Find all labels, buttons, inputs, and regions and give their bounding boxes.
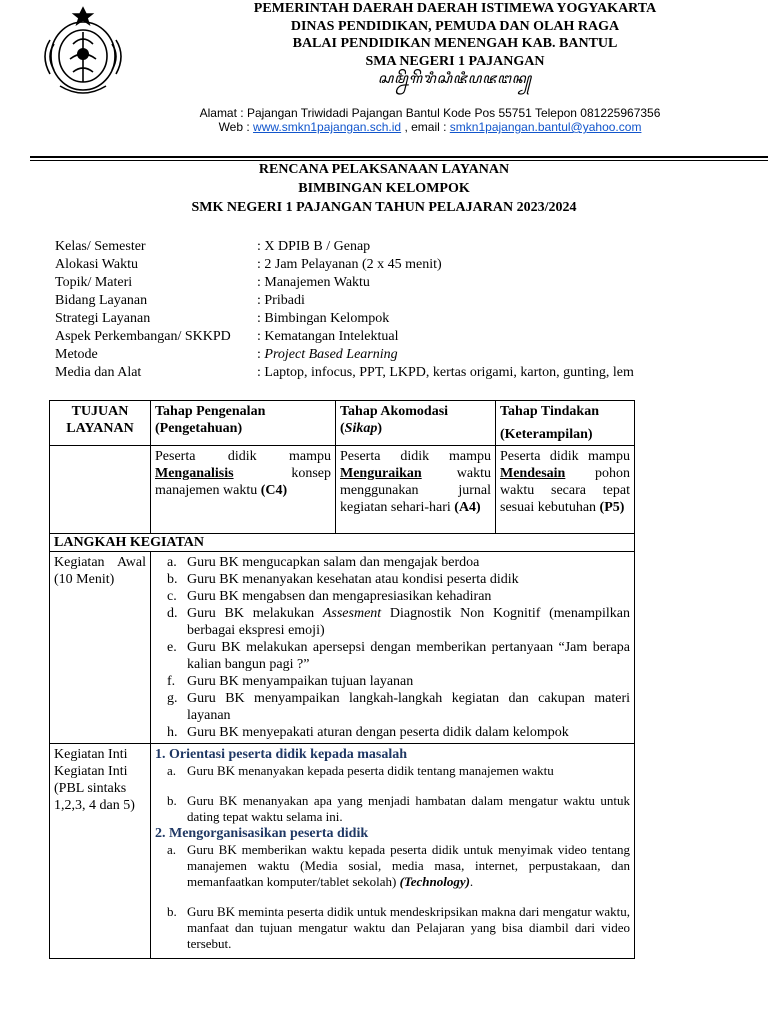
list-item <box>167 904 630 952</box>
list-marker: g. <box>167 691 178 706</box>
letterhead-text <box>140 0 768 134</box>
tujuan-empty-cell <box>50 446 151 534</box>
list-item <box>167 724 630 741</box>
list-item <box>167 842 630 890</box>
info-key: Alokasi Waktu <box>55 257 138 272</box>
inti-step-1-heading: 1. Orientasi peserta didik kepada masalah <box>155 747 408 762</box>
info-value: : Kematangan Intelektual <box>257 329 399 344</box>
letterhead <box>0 0 768 160</box>
list-marker: a. <box>167 555 177 570</box>
letterhead-line-3: BALAI PENDIDIKAN MENENGAH KAB. BANTUL <box>292 36 618 51</box>
letterhead-line-1: PEMERINTAH DAERAH DAERAH ISTIMEWA YOGYAKARTA <box>253 1 657 16</box>
p5-verb: Mendesain <box>500 466 566 481</box>
table-row-inti <box>50 744 635 959</box>
list-marker: a. <box>167 842 177 857</box>
list-item <box>167 588 630 605</box>
list-text: Guru BK meminta peserta didik untuk mendeskripsikan makna dari mengatur waktu, manfaat dan tujuan mengatur waktu dan Pelajaran yang bisa diambil dari video tersebut. <box>187 904 630 951</box>
info-key: Kelas/ Semester <box>55 239 146 254</box>
list-marker: f. <box>167 674 176 689</box>
list-text: Diagnostik Non Kognitif (menampilkan berbagai ekspresi emoji) <box>187 606 630 638</box>
activity-table <box>49 400 635 959</box>
title-line-1: RENCANA PELAKSANAAN LAYANAN <box>258 162 510 177</box>
website-link[interactable]: www.smkn1pajangan.sch.id <box>253 120 402 134</box>
list-item <box>167 554 630 571</box>
list-text-italic: Assesment <box>322 606 382 621</box>
letterhead-divider-thick <box>30 156 768 158</box>
list-text: Guru BK menyepakati aturan dengan peserta didik dalam kelompok <box>187 725 569 740</box>
list-marker: d. <box>167 606 178 621</box>
list-text: Guru BK memberikan waktu kepada peserta didik untuk menyimak video tentang manajemen waktu (Media sosial, media masa, internet, perpustakaan, dan memanfaatkan komputer/tablet sekolah) <box>187 842 630 889</box>
awal-label: Kegiatan Awal (10 Menit) <box>50 552 151 744</box>
a4-code: (A4) <box>454 500 481 515</box>
list-text: Guru BK mengabsen dan mengapresiasikan kehadiran <box>187 589 492 604</box>
header-akomodasi-label: Tahap Akomodasi <box>340 404 449 419</box>
info-value: : Manajemen Waktu <box>257 275 370 290</box>
p5-post: pohon waktu secara tepat sesuai kebutuhan <box>500 466 630 515</box>
info-value: : Laptop, infocus, PPT, LKPD, kertas origami, karton, gunting, lem <box>257 365 634 380</box>
info-key: Aspek Perkembangan/ SKKPD <box>55 329 231 344</box>
table-row-awal <box>50 552 635 744</box>
langkah-heading: LANGKAH KEGIATAN <box>50 534 635 552</box>
list-marker: h. <box>167 725 178 740</box>
document-title <box>0 160 768 217</box>
list-item <box>167 571 630 588</box>
diy-emblem-icon <box>40 4 126 98</box>
list-text: Guru BK melakukan apersepsi dengan memberikan pertanyaan “Jam berapa kalian bangun pagi ?” <box>187 640 630 672</box>
info-key: Metode <box>55 347 98 362</box>
table-row-langkah <box>50 534 635 552</box>
table-header-row <box>50 401 635 446</box>
javanese-script-name: ꦱꦩ꧀ꦤꦼꦒꦼꦫꦶꦱꦶꦗꦶꦥꦗꦔꦤ꧀ <box>377 72 533 87</box>
list-marker: b. <box>167 572 178 587</box>
email-link[interactable]: smkn1pajangan.bantul@yahoo.com <box>449 120 642 134</box>
inti-steps <box>151 744 635 959</box>
table-row-tujuan <box>50 446 635 534</box>
list-item <box>167 763 630 779</box>
a4-post: waktu menggunakan jurnal kegiatan sehari-hari <box>340 466 491 515</box>
info-value-prefix: : <box>257 347 265 362</box>
inti-step-2-heading: 2. Mengorganisasikan peserta didik <box>155 826 369 841</box>
address: Alamat : Pajangan Triwidadi Pajangan Bantul Kode Pos 55751 Telepon 081225967356 <box>199 106 661 120</box>
letterhead-line-2: DINAS PENDIDIKAN, PEMUDA DAN OLAH RAGA <box>290 18 620 34</box>
list-text: . <box>469 874 474 889</box>
inti-step-1-list <box>155 763 630 825</box>
list-marker: b. <box>167 793 177 808</box>
list-item <box>167 639 630 673</box>
list-text-bold: (Technology) <box>399 874 470 889</box>
c4-verb: Menganalisis <box>155 466 234 481</box>
list-text: Guru BK menyampaikan tujuan layanan <box>187 674 414 689</box>
a4-pre: Peserta didik mampu <box>340 449 491 464</box>
info-key: Topik/ Materi <box>55 275 133 290</box>
header-tindakan-sub: (Keterampilan) <box>500 427 593 442</box>
tujuan-c4 <box>151 446 336 534</box>
inti-step-2-list <box>155 842 630 952</box>
tujuan-p5 <box>496 446 635 534</box>
method-italic: Project Based Learning <box>264 347 398 362</box>
awal-steps <box>151 552 635 744</box>
info-key: Bidang Layanan <box>55 293 148 308</box>
inti-label: Kegiatan Inti Kegiatan Inti (PBL sintaks 1,2,3, 4 dan 5) <box>50 744 151 959</box>
header-akomodasi-sub: Sikap <box>344 421 378 436</box>
list-text: Guru BK menanyakan kesehatan atau kondisi peserta didik <box>187 572 519 587</box>
header-tujuan: TUJUAN LAYANAN <box>50 401 151 446</box>
header-tindakan-label: Tahap Tindakan <box>500 404 599 419</box>
c4-code: (C4) <box>260 483 288 498</box>
info-value: : Pribadi <box>257 293 305 308</box>
info-value: : Bimbingan Kelompok <box>257 311 390 326</box>
web-label: Web : <box>218 120 254 134</box>
info-key: Strategi Layanan <box>55 311 151 326</box>
list-item <box>167 605 630 639</box>
list-item <box>167 673 630 690</box>
list-text: Guru BK menanyakan kepada peserta didik tentang manajemen waktu <box>187 763 554 778</box>
list-marker: b. <box>167 904 177 919</box>
info-value <box>257 346 398 364</box>
a4-verb: Menguraikan <box>340 466 422 481</box>
info-key: Media dan Alat <box>55 365 142 380</box>
list-item <box>167 793 630 825</box>
list-marker: a. <box>167 763 177 778</box>
header-tindakan <box>496 401 635 446</box>
awal-list <box>155 554 630 741</box>
c4-post: konsep manajemen waktu <box>155 466 331 498</box>
list-marker: e. <box>167 640 177 655</box>
header-akomodasi: Tahap Akomodasi (Sikap) <box>336 401 496 446</box>
p5-code: (P5) <box>599 500 625 515</box>
info-value: : X DPIB B / Genap <box>257 239 371 254</box>
web-email-line <box>0 120 768 134</box>
list-text: Guru BK mengucapkan salam dan mengajak berdoa <box>187 555 480 570</box>
letterhead-line-4: SMA NEGERI 1 PAJANGAN <box>365 53 545 69</box>
p5-pre: Peserta didik mampu <box>500 449 630 464</box>
info-value: : 2 Jam Pelayanan (2 x 45 menit) <box>257 257 442 272</box>
list-marker: c. <box>167 589 177 604</box>
title-line-2: BIMBINGAN KELOMPOK <box>298 181 470 196</box>
list-text: Guru BK menyampaikan langkah-langkah kegiatan dan cakupan materi layanan <box>187 691 630 723</box>
list-text: Guru BK menanyakan apa yang menjadi hambatan dalam mengatur waktu untuk dating tepat waktu selama ini. <box>187 793 630 824</box>
list-text: Guru BK melakukan <box>187 606 323 621</box>
header-pengenalan: Tahap Pengenalan (Pengetahuan) <box>151 401 336 446</box>
list-item <box>167 690 630 724</box>
title-line-3: SMK NEGERI 1 PAJANGAN TAHUN PELAJARAN 2023/2024 <box>191 200 577 215</box>
email-label: , email : <box>401 120 450 134</box>
c4-pre: Peserta didik mampu <box>155 449 331 464</box>
tujuan-a4 <box>336 446 496 534</box>
